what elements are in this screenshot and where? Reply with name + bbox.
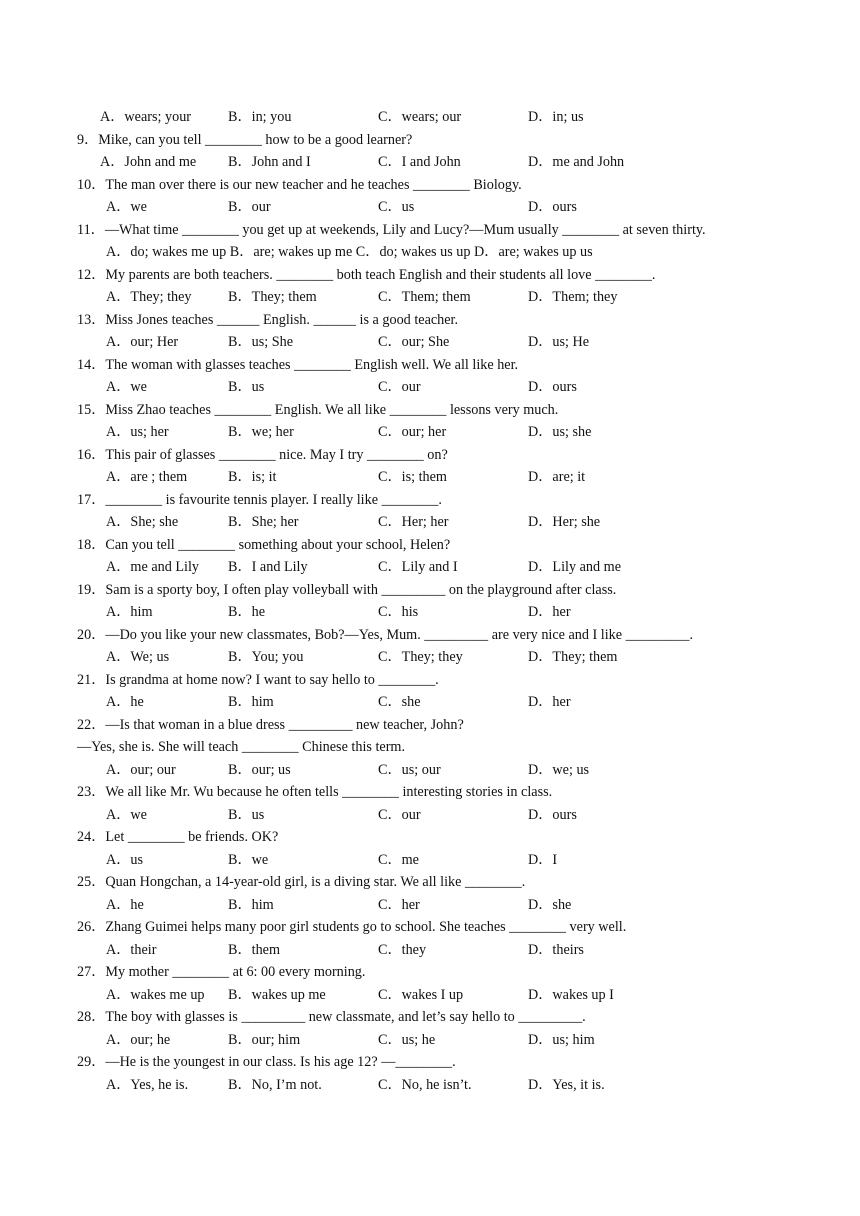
option-d: D．us; him xyxy=(528,1031,595,1048)
option-c: C．our xyxy=(378,379,421,395)
question-stem: 21．Is grandma at home now? I want to say hello to ________. xyxy=(77,671,439,688)
question-stem: 12．My parents are both teachers. ________ both teach English and their students all love ________. xyxy=(77,266,656,283)
question-stem: 28．The boy with glasses is _________ new classmate, and let’s say hello to _________. xyxy=(77,1009,586,1025)
option-a: A．wakes me up xyxy=(106,986,205,1003)
option-b: B．John and I xyxy=(228,154,311,170)
question-stem: 26．Zhang Guimei helps many poor girl students go to school. She teaches ________ very well. xyxy=(77,919,627,935)
option-a: A．Yes, he is. xyxy=(106,1076,189,1093)
option-a: A．We; us xyxy=(106,649,170,665)
option-d: D．are; it xyxy=(528,469,586,485)
option-row xyxy=(0,894,860,917)
option-c: C．They; they xyxy=(378,649,463,665)
option-d: D．ours xyxy=(528,806,577,823)
option-c: C．wakes I up xyxy=(378,986,464,1003)
option-row xyxy=(0,511,860,534)
option-b: B．She; her xyxy=(228,514,299,530)
option-c: C．Them; them xyxy=(378,289,471,305)
option-b: B．us xyxy=(228,379,265,395)
question-stem: 19．Sam is a sporty boy, I often play volleyball with _________ on the playground after class. xyxy=(77,581,617,598)
option-a: A．him xyxy=(106,604,153,620)
option-b: B．I and Lily xyxy=(228,559,308,575)
option-c: C．us xyxy=(378,199,415,215)
option-d: D．we; us xyxy=(528,761,590,778)
option-d: D．ours xyxy=(528,199,577,215)
option-c: C．her xyxy=(378,896,420,913)
option-c: C．our xyxy=(378,806,421,823)
option-row xyxy=(0,196,860,219)
option-c: C．is; them xyxy=(378,469,447,485)
question-stem: 24．Let ________ be friends. OK? xyxy=(77,829,279,845)
option-a: A．They; they xyxy=(106,289,192,305)
question-stem: 9．Mike, can you tell ________ how to be a good learner? xyxy=(77,131,413,148)
option-c: C．us; our xyxy=(378,761,441,778)
option-b: B．him xyxy=(228,694,274,710)
option-row xyxy=(0,331,860,354)
option-b: B．him xyxy=(228,896,274,913)
option-b: B．wakes up me xyxy=(228,986,326,1003)
option-row xyxy=(0,421,860,444)
option-a: A．are ; them xyxy=(106,469,188,485)
option-d: D．us; He xyxy=(528,334,590,350)
option-d: D．us; she xyxy=(528,424,592,440)
option-a: A．he xyxy=(106,694,144,710)
option-a: A．we xyxy=(106,379,147,395)
option-d: D．her xyxy=(528,604,571,620)
option-c: C．Her; her xyxy=(378,514,449,530)
option-row xyxy=(0,646,860,669)
option-a: A．us xyxy=(106,851,144,868)
option-a: A．we xyxy=(106,199,147,215)
option-c: C．No, he isn’t. xyxy=(378,1076,472,1093)
question-stem: 15．Miss Zhao teaches ________ English. We all like ________ lessons very much. xyxy=(77,401,559,418)
option-row xyxy=(0,376,860,399)
option-a: A．he xyxy=(106,896,144,913)
option-row xyxy=(0,601,860,624)
option-b: B．our xyxy=(228,199,271,215)
option-d: D．theirs xyxy=(528,941,584,958)
question-stem: 14．The woman with glasses teaches ________ English well. We all like her. xyxy=(77,356,519,373)
worksheet-page xyxy=(0,106,860,1096)
option-b: B．we; her xyxy=(228,424,294,440)
option-d: D．Yes, it is. xyxy=(528,1076,605,1093)
option-c: C．our; her xyxy=(378,424,447,440)
option-a: A．me and Lily xyxy=(106,559,199,575)
option-b: B．They; them xyxy=(228,289,317,305)
option-row xyxy=(0,151,860,174)
option-c: C．us; he xyxy=(378,1031,436,1048)
question-stem: 11．—What time ________ you get up at weekends, Lily and Lucy?—Mum usually ________ at seven thirty. xyxy=(77,221,706,238)
option-a: A．our; he xyxy=(106,1031,171,1048)
option-row xyxy=(0,849,860,872)
option-row xyxy=(0,984,860,1007)
question-stem: 13．Miss Jones teaches ______ English. ______ is a good teacher. xyxy=(77,311,459,328)
option-a: A．their xyxy=(106,941,157,958)
option-b: B．us xyxy=(228,806,265,823)
option-a: A．John and me xyxy=(100,154,197,170)
question-stem: 22．—Is that woman in a blue dress _________ new teacher, John? xyxy=(77,716,464,733)
option-d: D．They; them xyxy=(528,649,618,665)
option-row xyxy=(0,1074,860,1097)
option-b: B．our; him xyxy=(228,1031,301,1048)
question-stem: 29．—He is the youngest in our class. Is his age 12? —________. xyxy=(77,1054,456,1070)
option-c: C．me xyxy=(378,851,419,868)
option-d: D．Her; she xyxy=(528,514,601,530)
option-a: A．our; Her xyxy=(106,334,179,350)
question-stem: 17．________ is favourite tennis player. I really like ________. xyxy=(77,491,442,508)
option-d: D．she xyxy=(528,896,572,913)
option-c: C．I and John xyxy=(378,154,461,170)
question-stem: 25．Quan Hongchan, a 14-year-old girl, is a diving star. We all like ________. xyxy=(77,874,526,890)
option-row xyxy=(0,106,860,129)
option-c: C．she xyxy=(378,694,421,710)
option-b: B．our; us xyxy=(228,761,291,778)
option-a: A．wears; your xyxy=(100,109,192,125)
option-c: C．they xyxy=(378,941,427,958)
option-b: B．he xyxy=(228,604,266,620)
option-row xyxy=(0,804,860,827)
option-a: A．our; our xyxy=(106,761,176,778)
question-stem: 27．My mother ________ at 6: 00 every morning. xyxy=(77,964,366,980)
option-row xyxy=(0,286,860,309)
option-b: B．them xyxy=(228,941,281,958)
option-a: A．She; she xyxy=(106,514,179,530)
option-c: C．our; She xyxy=(378,334,450,350)
option-b: B．us; She xyxy=(228,334,294,350)
option-b: B．is; it xyxy=(228,469,277,485)
option-a: A．we xyxy=(106,806,147,823)
question-stem: 20．—Do you like your new classmates, Bob?—Yes, Mum. _________ are very nice and I like _________. xyxy=(77,626,694,643)
option-row xyxy=(0,691,860,714)
option-row xyxy=(0,556,860,579)
option-b: B．we xyxy=(228,851,269,868)
option-b: B．No, I’m not. xyxy=(228,1076,322,1093)
option-d: D．her xyxy=(528,694,571,710)
option-c: C．his xyxy=(378,604,419,620)
question-stem: 10．The man over there is our new teacher and he teaches ________ Biology. xyxy=(77,176,522,193)
option-d: D．in; us xyxy=(528,109,584,125)
question-stem: 16．This pair of glasses ________ nice. May I try ________ on? xyxy=(77,446,448,463)
option-d: D．me and John xyxy=(528,154,625,170)
option-row xyxy=(0,1029,860,1052)
question-stem: 23．We all like Mr. Wu because he often tells ________ interesting stories in class. xyxy=(77,784,553,800)
question-continuation: —Yes, she is. She will teach ________ Chinese this term. xyxy=(77,739,406,755)
option-row xyxy=(0,939,860,962)
option-c: C．Lily and I xyxy=(378,559,458,575)
option-row xyxy=(0,466,860,489)
option-row xyxy=(0,241,860,264)
options-inline: A．do; wakes me up B．are; wakes up me C．do; wakes us up D．are; wakes up us xyxy=(106,244,593,260)
option-d: D．I xyxy=(528,851,558,868)
option-d: D．Lily and me xyxy=(528,559,621,575)
option-c: C．wears; our xyxy=(378,109,462,125)
option-b: B．You; you xyxy=(228,649,304,665)
option-d: D．ours xyxy=(528,379,577,395)
question-stem: 18．Can you tell ________ something about your school, Helen? xyxy=(77,536,451,553)
option-a: A．us; her xyxy=(106,424,169,440)
option-b: B．in; you xyxy=(228,109,292,125)
option-d: D．Them; they xyxy=(528,289,618,305)
option-d: D．wakes up I xyxy=(528,986,614,1003)
option-row xyxy=(0,759,860,782)
